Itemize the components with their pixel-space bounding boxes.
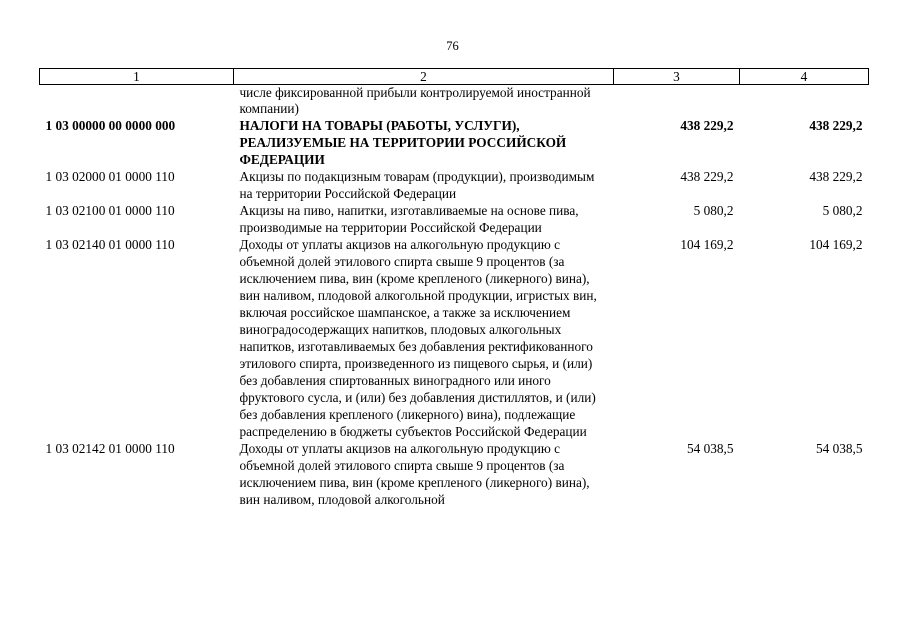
row-name: Акцизы на пиво, напитки, изготавливаемые на основе пива, производимые на территории Российской Федерации	[239, 203, 579, 235]
row-code: 1 03 02142 01 0000 110	[45, 441, 175, 456]
row-value-col3: 438 229,2	[680, 118, 734, 133]
table-row	[40, 117, 869, 168]
row-value-col3: 5 080,2	[693, 203, 734, 218]
continuation-col4-cell	[740, 85, 869, 118]
row-code: 1 03 02140 01 0000 110	[45, 237, 175, 252]
table-header-row	[40, 69, 869, 85]
row-value-col4: 438 229,2	[809, 118, 863, 133]
table-row	[40, 202, 869, 236]
column-header-1: 1	[40, 69, 234, 85]
revenue-table	[39, 68, 869, 508]
column-header-3: 3	[614, 69, 740, 85]
row-name: НАЛОГИ НА ТОВАРЫ (РАБОТЫ, УСЛУГИ), РЕАЛИЗУЕМЫЕ НА ТЕРРИТОРИИ РОССИЙСКОЙ ФЕДЕРАЦИИ	[239, 118, 567, 167]
row-value-col4: 104 169,2	[809, 237, 863, 252]
table-row	[40, 236, 869, 440]
continuation-code-cell	[40, 85, 234, 118]
column-header-4: 4	[740, 69, 869, 85]
row-code: 1 03 02000 01 0000 110	[45, 169, 175, 184]
row-name: Доходы от уплаты акцизов на алкогольную продукцию с объемной долей этилового спирта свыше 9 процентов (за исключением пива, вин (кроме крепленого (ликерного) вина), вин наливом, плодовой алкогольной	[239, 441, 590, 507]
row-value-col3: 438 229,2	[680, 169, 734, 184]
table-row	[40, 440, 869, 508]
row-value-col3: 104 169,2	[680, 237, 734, 252]
column-header-2: 2	[234, 69, 614, 85]
table-row	[40, 168, 869, 202]
continuation-row	[40, 85, 869, 118]
continuation-col3-cell	[614, 85, 740, 118]
row-value-col3: 54 038,5	[686, 441, 734, 456]
row-code: 1 03 02100 01 0000 110	[45, 203, 175, 218]
continuation-text: числе фиксированной прибыли контролируемой иностранной компании)	[239, 85, 591, 116]
row-code: 1 03 00000 00 0000 000	[45, 118, 176, 133]
row-value-col4: 438 229,2	[809, 169, 863, 184]
row-value-col4: 5 080,2	[822, 203, 863, 218]
row-name: Акцизы по подакцизным товарам (продукции), производимым на территории Российской Федерации	[239, 169, 595, 201]
page-number: 76	[446, 39, 459, 53]
row-name: Доходы от уплаты акцизов на алкогольную продукцию с объемной долей этилового спирта свыше 9 процентов (за исключением пива, вин (кроме крепленого (ликерного) вина), вин наливом, плодовой алкогольной продукции, игристых вин, включая российское шампанское, а также за исключением виноградосодержащих напитков, плодовых алкогольных напитков, изготавливаемых без добавления ректификованного этилового спирта, произведенного из пищевого сырья, и (или) без добавления спиртованных виноградного или иного фруктового сусла, и (или) без добавления дистиллятов, и (или) без добавления крепленого (ликерного) вина), подлежащие распределению в бюджеты субъектов Российской Федерации	[239, 237, 597, 439]
row-value-col4: 54 038,5	[815, 441, 863, 456]
